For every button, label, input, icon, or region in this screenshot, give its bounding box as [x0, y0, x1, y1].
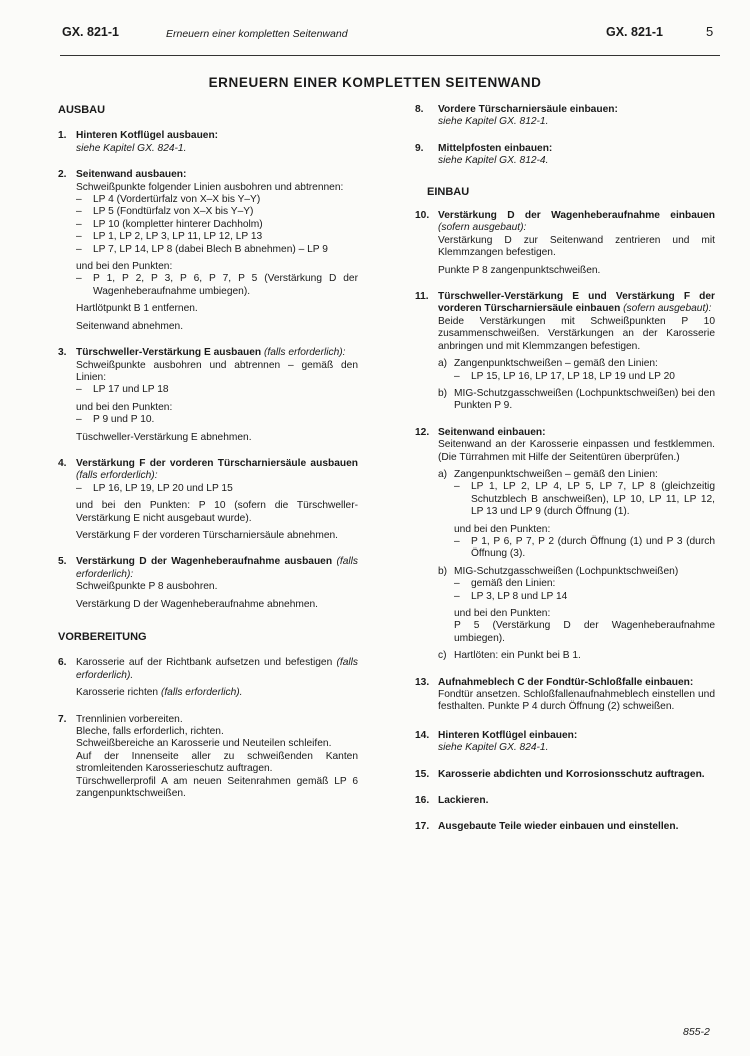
step-7: [58, 714, 358, 801]
header-title: Erneuern einer kompletten Seitenwand: [166, 28, 348, 40]
list-item: – LP 16, LP 19, LP 20 und LP 15: [76, 482, 233, 494]
step-16: [415, 795, 715, 807]
step-text: und bei den Punkten: P 10 (sofern die Türschweller-Verstärkung E nicht ausgebaut wurde).: [76, 500, 358, 524]
list-item: – P 1, P 6, P 7, P 2 (durch Öffnung (1) und P 3 (durch Öffnung (3).: [454, 535, 715, 560]
step-condition: (sofern ausgebaut):: [438, 222, 527, 234]
step-reference: siehe Kapitel GX. 824-1.: [76, 142, 187, 154]
right-column: [415, 104, 715, 834]
substep-b: b) MIG-Schutzgasschweißen (Lochpunktschweißen) – gemäß den Linien: – LP 3, LP 8 und LP 14 und bei den Punkten: P 5 (Verstärkung D der Wagenheberaufnahme umbiegen).: [438, 565, 715, 644]
step-text: Schweißpunkte ausbohren und abtrennen – gemäß den Linien:: [76, 359, 358, 383]
step-number: 13.: [415, 676, 430, 688]
step-1: [58, 130, 358, 155]
step-number: 9.: [415, 142, 424, 154]
step-text: Türschwellerprofil A am neuen Seitenrahmen gemäß LP 6 zangenpunktschweißen.: [76, 775, 358, 800]
step-17: [415, 821, 715, 833]
step-text: Verstärkung D der Wagenheberaufnahme abnehmen.: [76, 598, 319, 610]
step-title: Lackieren.: [438, 795, 489, 807]
step-text: Hartlötpunkt B 1 entfernen.: [76, 303, 198, 315]
step-text: Auf der Innenseite aller zu schweißenden Kanten stromleitenden Karosserieschutz auftragen.: [76, 750, 358, 775]
step-number: 2.: [58, 169, 67, 181]
step-text: Karosserie auf der Richtbank aufsetzen und befestigen: [76, 657, 333, 669]
step-title: Aufnahmeblech C der Fondtür-Schloßfalle einbauen:: [438, 676, 694, 688]
step-number: 12.: [415, 426, 430, 438]
weld-point-list: [76, 414, 358, 426]
substep-c: c) Hartlöten: ein Punkt bei B 1.: [438, 650, 581, 662]
step-3: [58, 347, 358, 444]
step-text: Fondtür ansetzen. Schloßfallenaufnahmeblech einstellen und festhalten. Punkte P 4 durch Öffnung (2) schweißen.: [438, 689, 715, 713]
list-item: – gemäß den Linien:: [454, 578, 556, 590]
list-item: – LP 5 (Fondtürfalz von X–X bis Y–Y): [76, 206, 254, 218]
list-item: – P 1, P 2, P 3, P 6, P 7, P 5 (Verstärkung D der Wagenheberaufnahme umbiegen).: [76, 273, 358, 297]
list-item: – LP 1, LP 2, LP 3, LP 11, LP 12, LP 13: [76, 231, 263, 243]
step-14: [415, 730, 715, 755]
step-text: Trennlinien vorbereiten.: [76, 713, 183, 725]
step-title: Mittelpfosten einbauen:: [438, 142, 553, 154]
list-item: – LP 7, LP 14, LP 8 (dabei Blech B abnehmen) – LP 9: [76, 243, 328, 255]
step-text: Schweißbereiche an Karosserie und Neuteilen schleifen.: [76, 738, 332, 750]
list-item: – LP 3, LP 8 und LP 14: [454, 590, 568, 602]
step-reference: siehe Kapitel GX. 824-1.: [438, 742, 549, 754]
substep-a: a) Zangenpunktschweißen – gemäß den Linien: – LP 15, LP 16, LP 17, LP 18, LP 19 und LP 20: [438, 358, 715, 383]
step-5: [58, 556, 358, 611]
step-number: 17.: [415, 821, 430, 833]
section-heading-vorbereitung: VORBEREITUNG: [58, 631, 147, 643]
step-text: Bleche, falls erforderlich, richten.: [76, 726, 224, 738]
step-title: Seitenwand ausbauen:: [76, 169, 187, 181]
step-text: Tüschweller-Verstärkung E abnehmen.: [76, 431, 252, 443]
step-condition: (falls erforderlich).: [76, 657, 358, 681]
step-number: 5.: [58, 556, 67, 568]
header-code-right: GX. 821-1: [606, 25, 663, 39]
step-text: Schweißpunkte folgender Linien ausbohren und abtrennen:: [76, 181, 344, 193]
list-item: – LP 15, LP 16, LP 17, LP 18, LP 19 und LP 20: [454, 370, 675, 382]
step-6: [58, 657, 358, 699]
step-text: Seitenwand an der Karosserie einpassen und festklemmen. (Die Türrahmen mit Hilfe der Seitentüren überprüfen.): [438, 439, 715, 463]
step-title: Hinteren Kotflügel ausbauen:: [76, 130, 219, 142]
step-title: Türschweller-Verstärkung E und Verstärkung F der vorderen Türscharniersäule einbauen: [438, 291, 715, 315]
step-condition: (falls erforderlich):: [263, 347, 346, 359]
step-title: Seitenwand einbauen:: [438, 426, 546, 438]
weld-line-list: [76, 194, 358, 256]
step-9: [415, 143, 715, 168]
step-number: 15.: [415, 768, 430, 780]
step-number: 3.: [58, 347, 67, 359]
step-text: Schweißpunkte P 8 ausbohren.: [76, 581, 218, 593]
step-reference: siehe Kapitel GX. 812-1.: [438, 116, 549, 128]
step-title: Karosserie abdichten und Korrosionsschutz auftragen.: [438, 768, 705, 780]
step-title: Verstärkung F der vorderen Türscharniersäule ausbauen: [76, 457, 358, 469]
step-15: [415, 769, 715, 781]
step-condition: (falls erforderlich):: [76, 556, 358, 580]
document-code: 855-2: [683, 1026, 710, 1038]
step-4: [58, 458, 358, 542]
section-heading-einbau: EINBAU: [427, 185, 470, 198]
step-text: und bei den Punkten:: [76, 401, 173, 413]
step-number: 7.: [58, 713, 67, 725]
step-reference: siehe Kapitel GX. 812-4.: [438, 155, 549, 167]
step-title: Türschweller-Verstärkung E ausbauen: [76, 347, 262, 359]
step-2: [58, 169, 358, 333]
step-condition: (falls erforderlich):: [76, 470, 158, 482]
step-number: 1.: [58, 130, 67, 142]
list-item: – P 9 und P 10.: [76, 414, 155, 426]
page-title: ERNEUERN EINER KOMPLETTEN SEITENWAND: [208, 75, 542, 90]
weld-point-list: [76, 273, 358, 298]
step-8: [415, 104, 715, 129]
step-condition: (sofern ausgebaut):: [623, 303, 712, 315]
step-text: Seitenwand abnehmen.: [76, 320, 184, 332]
step-number: 4.: [58, 457, 67, 469]
page-header: [0, 26, 750, 46]
step-number: 6.: [58, 657, 67, 669]
step-text: Beide Verstärkungen mit Schweißpunkten P 10 zusammenschweißen. Verstärkungen an der Karosserie anbringen und mit Klemmzangen befestigen.: [438, 315, 715, 352]
step-12: [415, 427, 715, 663]
list-item: – LP 10 (kompletter hinterer Dachholm): [76, 218, 263, 230]
step-text: und bei den Punkten:: [76, 261, 173, 273]
list-item: – LP 4 (Vordertürfalz von X–X bis Y–Y): [76, 194, 261, 206]
step-text: Karosserie richten: [76, 687, 159, 699]
step-13: [415, 677, 715, 714]
step-title: Ausgebaute Teile wieder einbauen und einstellen.: [438, 821, 679, 833]
step-number: 10.: [415, 210, 430, 222]
step-title: Vordere Türscharniersäule einbauen:: [438, 104, 618, 115]
step-title: Verstärkung D der Wagenheberaufnahme einbauen: [438, 210, 715, 222]
step-number: 16.: [415, 795, 430, 807]
header-code-left: GX. 821-1: [62, 25, 119, 39]
step-title: Hinteren Kotflügel einbauen:: [438, 729, 578, 741]
step-condition: (falls erforderlich).: [160, 687, 243, 699]
step-text: Verstärkung F der vorderen Türscharniersäule abnehmen.: [76, 529, 338, 541]
step-number: 11.: [415, 291, 429, 303]
list-item: – LP 1, LP 2, LP 4, LP 5, LP 7, LP 8 (gleichzeitig Schutzblech B anschweißen), LP 10, LP 11, LP 12, LP 13 und LP 9 (durch Öffnung (1).: [454, 481, 715, 518]
step-number: 8.: [415, 104, 424, 115]
step-text: Verstärkung D zur Seitenwand zentrieren und mit Klemmzangen befestigen.: [438, 234, 715, 259]
page-number: 5: [706, 24, 714, 39]
section-heading-ausbau: AUSBAU: [58, 104, 106, 116]
step-10: [415, 210, 715, 277]
step-text: Punkte P 8 zangenpunktschweißen.: [438, 264, 601, 276]
header-rule: [60, 55, 720, 56]
step-11: [415, 291, 715, 413]
left-column: [58, 104, 358, 800]
substep-b: b) MIG-Schutzgasschweißen (Lochpunktschweißen) bei den Punkten P 9.: [438, 387, 715, 412]
step-number: 14.: [415, 729, 430, 741]
weld-line-list: [76, 483, 358, 495]
weld-line-list: [76, 384, 358, 396]
substep-a: a) Zangenpunktschweißen – gemäß den Linien: – LP 1, LP 2, LP 4, LP 5, LP 7, LP 8 (gleichzeitig Schutzblech B anschweißen), LP 10, LP 11, LP 12, LP 13 und LP 9 (durch Öffnung (1). und bei den Punkten: – P 1, P 6, P 7, P 2 (durch Öffnung (1) und P 3 (durch Öffnung (3).: [438, 468, 715, 560]
step-title: Verstärkung D der Wagenheberaufnahme ausbauen: [76, 556, 333, 568]
list-item: – LP 17 und LP 18: [76, 384, 169, 396]
